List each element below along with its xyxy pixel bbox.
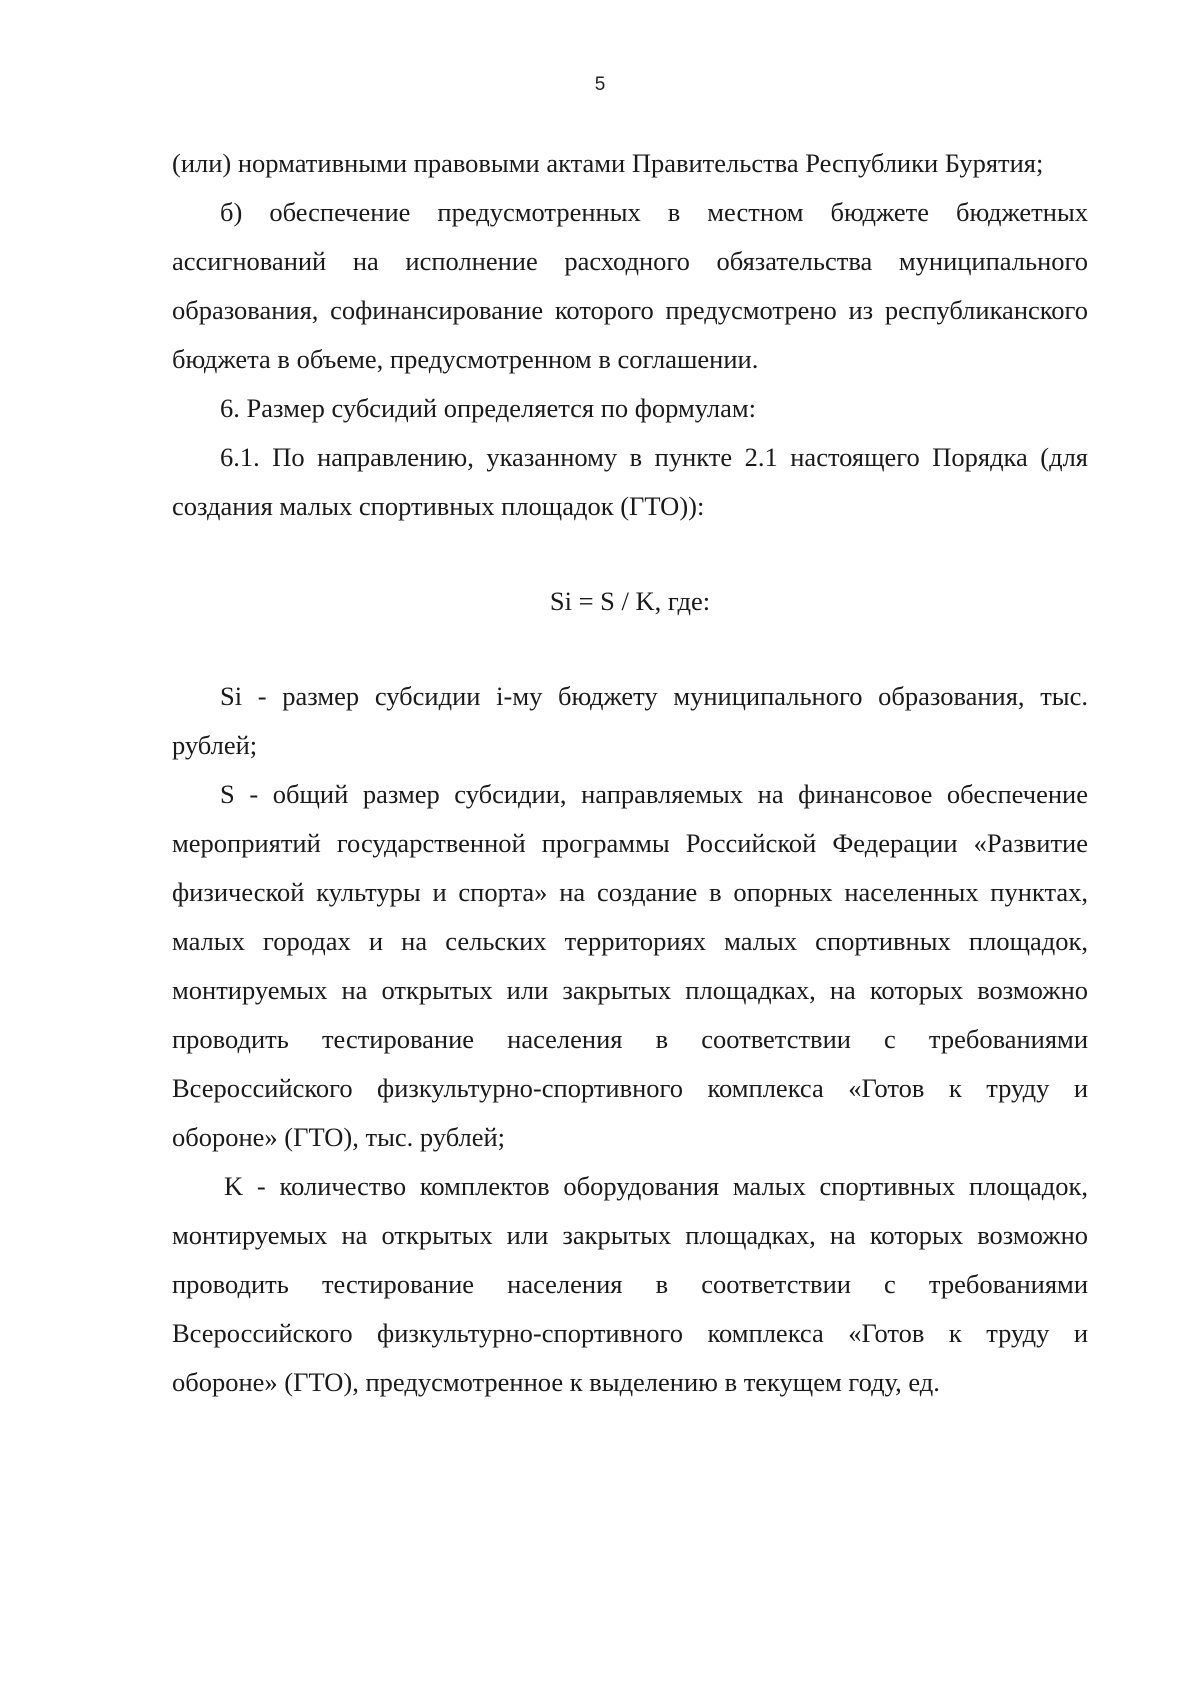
definition-si: Si - размер субсидии i-му бюджету муниципального образования, тыс. рублей; [172,681,1088,760]
paragraph-section-6-1: 6.1. По направлению, указанному в пункте 2.1 настоящего Порядка (для создания малых спортивных площадок (ГТО)): [172,442,1088,521]
definition-s: S - общий размер субсидии, направляемых на финансовое обеспечение мероприятий государственной программы Российской Федерации «Развитие физической культуры и спорта» на создание в опорных населенных пунктах, малых городах и на сельских территориях малых спортивных площадок, монтируемых на открытых или закрытых площадках, на которых возможно проводить тестирование населения в соответствии с требованиями Всероссийского физкультурно-спортивного комплекса «Готов к труду и обороне» (ГТО), тыс. рублей; [172,779,1088,1152]
paragraph-item-b: б) обеспечение предусмотренных в местном бюджете бюджетных ассигнований на исполнение расходного обязательства муниципального образования, софинансирование которого предусмотрено из республиканского бюджета в объеме, предусмотренном в соглашении. [172,197,1088,374]
paragraph-continuation: (или) нормативными правовыми актами Правительства Республики Бурятия; [172,148,1044,178]
page-number: 5 [594,74,606,95]
definition-k: K - количество комплектов оборудования малых спортивных площадок, монтируемых на открытых или закрытых площадках, на которых возможно проводить тестирование населения в соответствии с требованиями Всероссийского физкультурно-спортивного комплекса «Готов к труду и обороне» (ГТО), предусмотренное к выделению в текущем году, ед. [172,1171,1088,1397]
document-body [172,139,1088,1407]
formula: Si = S / K, где: [549,586,711,616]
paragraph-section-6: 6. Размер субсидий определяется по формулам: [220,393,757,423]
